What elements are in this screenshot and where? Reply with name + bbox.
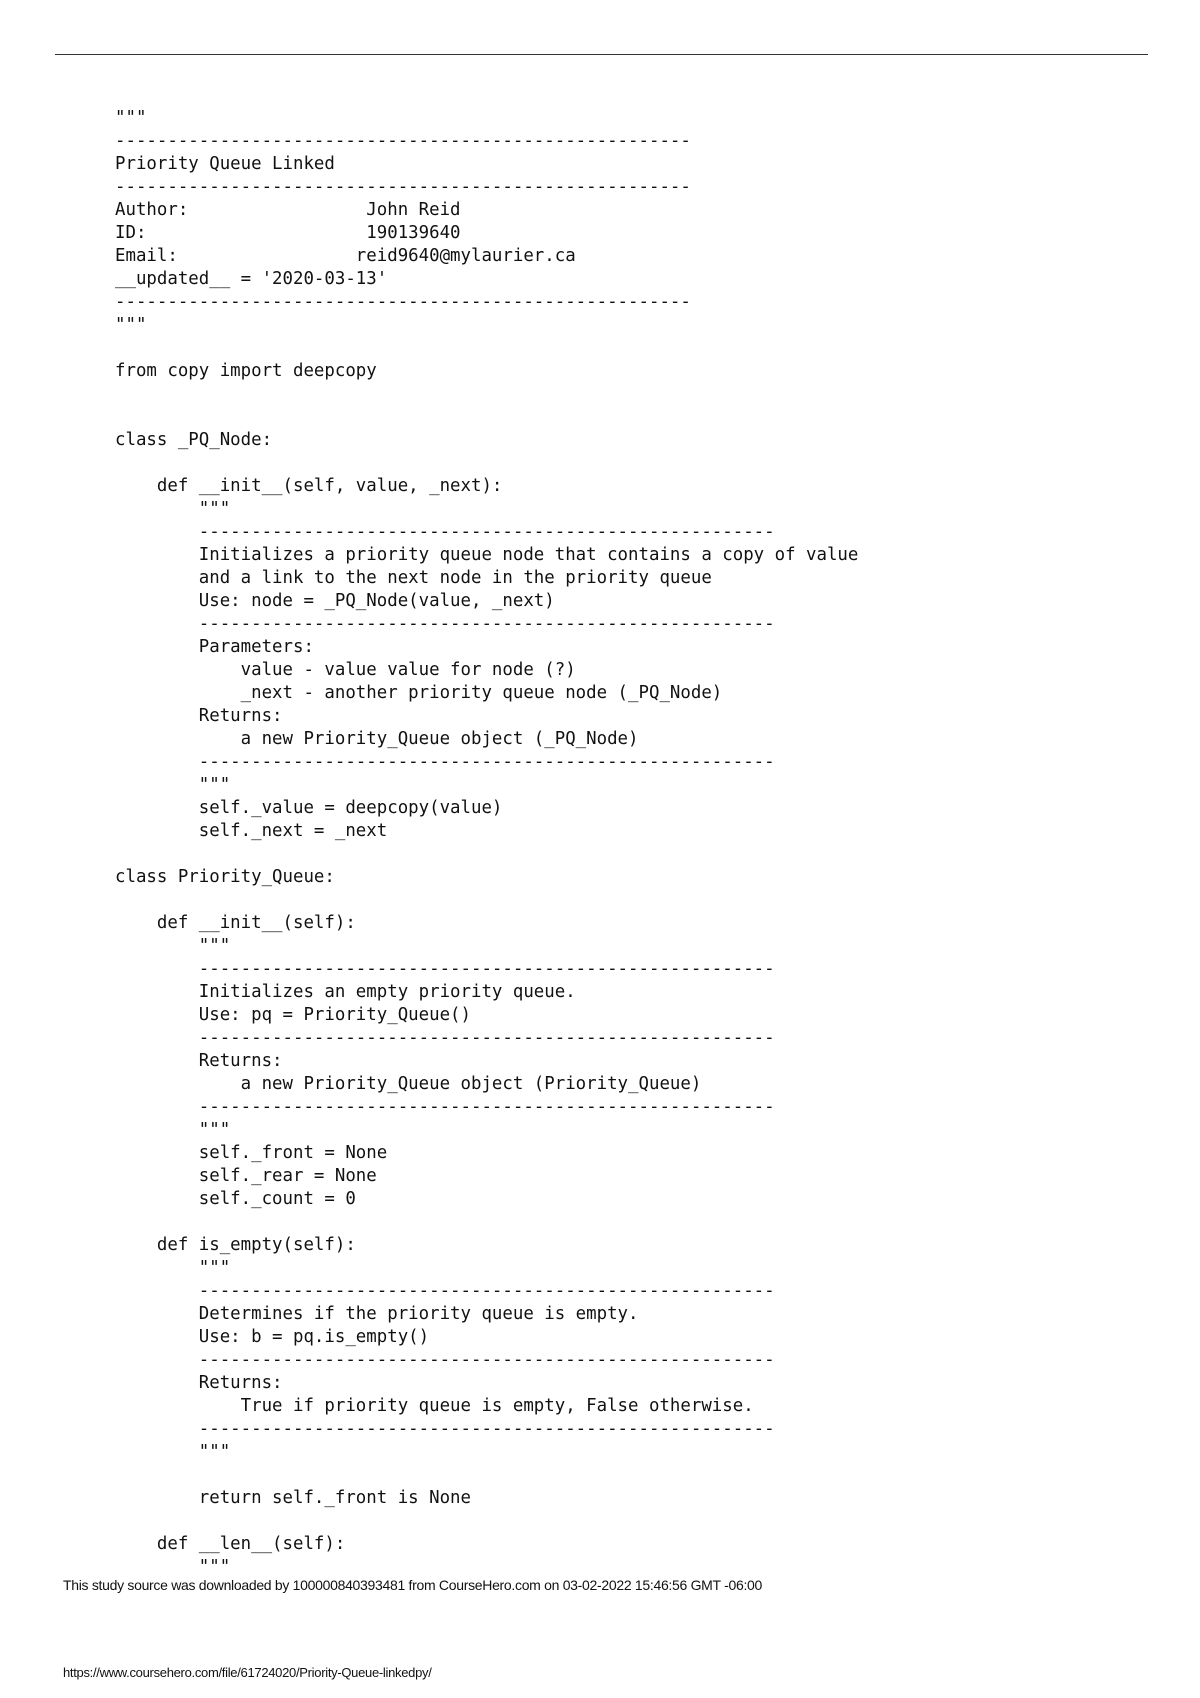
code-line: -------------------------------------------------------: [115, 1350, 775, 1370]
code-line: -------------------------------------------------------: [115, 752, 775, 772]
code-line: -------------------------------------------------------: [115, 614, 775, 634]
code-line: [115, 452, 858, 475]
code-line: [115, 337, 858, 360]
code-line: -------------------------------------------------------: [115, 1028, 775, 1048]
code-line: value - value value for node (?): [115, 660, 576, 680]
code-line: Use: b = pq.is_empty(): [115, 1327, 430, 1347]
code-line: and a link to the next node in the priority queue: [115, 568, 712, 588]
code-line: [115, 406, 858, 429]
code-line: """: [115, 1120, 231, 1140]
code-line: self._front = None: [115, 1143, 388, 1163]
code-line: Priority Queue Linked: [115, 154, 335, 174]
code-line: def __init__(self):: [115, 913, 356, 933]
code-line: """: [115, 315, 147, 335]
code-line: def __len__(self):: [115, 1534, 346, 1554]
code-line: Author: John Reid: [115, 200, 461, 220]
code-listing: [115, 107, 858, 1579]
code-line: [115, 889, 858, 912]
code-line: -------------------------------------------------------: [115, 1281, 775, 1301]
code-line: """: [115, 936, 231, 956]
code-line: [115, 1464, 858, 1487]
source-url[interactable]: https://www.coursehero.com/file/61724020/Priority-Queue-linkedpy/: [63, 1665, 432, 1680]
code-line: self._rear = None: [115, 1166, 377, 1186]
code-line: Use: node = _PQ_Node(value, _next): [115, 591, 555, 611]
code-line: -------------------------------------------------------: [115, 1097, 775, 1117]
download-notice: This study source was downloaded by 100000840393481 from CourseHero.com on 03-02-2022 15:46:56 GMT -06:00: [63, 1577, 763, 1593]
code-line: from copy import deepcopy: [115, 361, 377, 381]
code-line: -------------------------------------------------------: [115, 959, 775, 979]
code-line: Email: reid9640@mylaurier.ca: [115, 246, 576, 266]
code-line: self._value = deepcopy(value): [115, 798, 503, 818]
code-line: -------------------------------------------------------: [115, 1419, 775, 1439]
code-line: Initializes a priority queue node that contains a copy of value: [115, 545, 859, 565]
code-line: return self._front is None: [115, 1488, 471, 1508]
code-line: ID: 190139640: [115, 223, 461, 243]
code-line: [115, 1211, 858, 1234]
code-line: """: [115, 499, 231, 519]
code-line: a new Priority_Queue object (Priority_Queue): [115, 1074, 702, 1094]
code-line: """: [115, 1557, 231, 1577]
code-line: Determines if the priority queue is empty.: [115, 1304, 639, 1324]
code-line: self._next = _next: [115, 821, 388, 841]
code-line: -------------------------------------------------------: [115, 522, 775, 542]
code-line: """: [115, 775, 231, 795]
code-line: def is_empty(self):: [115, 1235, 356, 1255]
code-line: Returns:: [115, 1051, 283, 1071]
code-line: """: [115, 1258, 231, 1278]
code-line: def __init__(self, value, _next):: [115, 476, 503, 496]
code-line: __updated__ = '2020-03-13': [115, 269, 388, 289]
code-line: """: [115, 1442, 231, 1462]
code-line: self._count = 0: [115, 1189, 356, 1209]
code-line: class Priority_Queue:: [115, 867, 335, 887]
code-line: -------------------------------------------------------: [115, 292, 691, 312]
code-line: a new Priority_Queue object (_PQ_Node): [115, 729, 639, 749]
top-rule: [55, 54, 1148, 55]
code-line: -------------------------------------------------------: [115, 177, 691, 197]
code-line: Use: pq = Priority_Queue(): [115, 1005, 471, 1025]
code-line: -------------------------------------------------------: [115, 131, 691, 151]
code-line: Returns:: [115, 1373, 283, 1393]
code-line: [115, 1510, 858, 1533]
code-line: True if priority queue is empty, False otherwise.: [115, 1396, 754, 1416]
code-line: Parameters:: [115, 637, 314, 657]
code-line: class _PQ_Node:: [115, 430, 273, 450]
code-line: """: [115, 108, 147, 128]
code-line: [115, 843, 858, 866]
code-line: Returns:: [115, 706, 283, 726]
code-line: [115, 383, 858, 406]
code-line: Initializes an empty priority queue.: [115, 982, 576, 1002]
code-line: _next - another priority queue node (_PQ_Node): [115, 683, 723, 703]
